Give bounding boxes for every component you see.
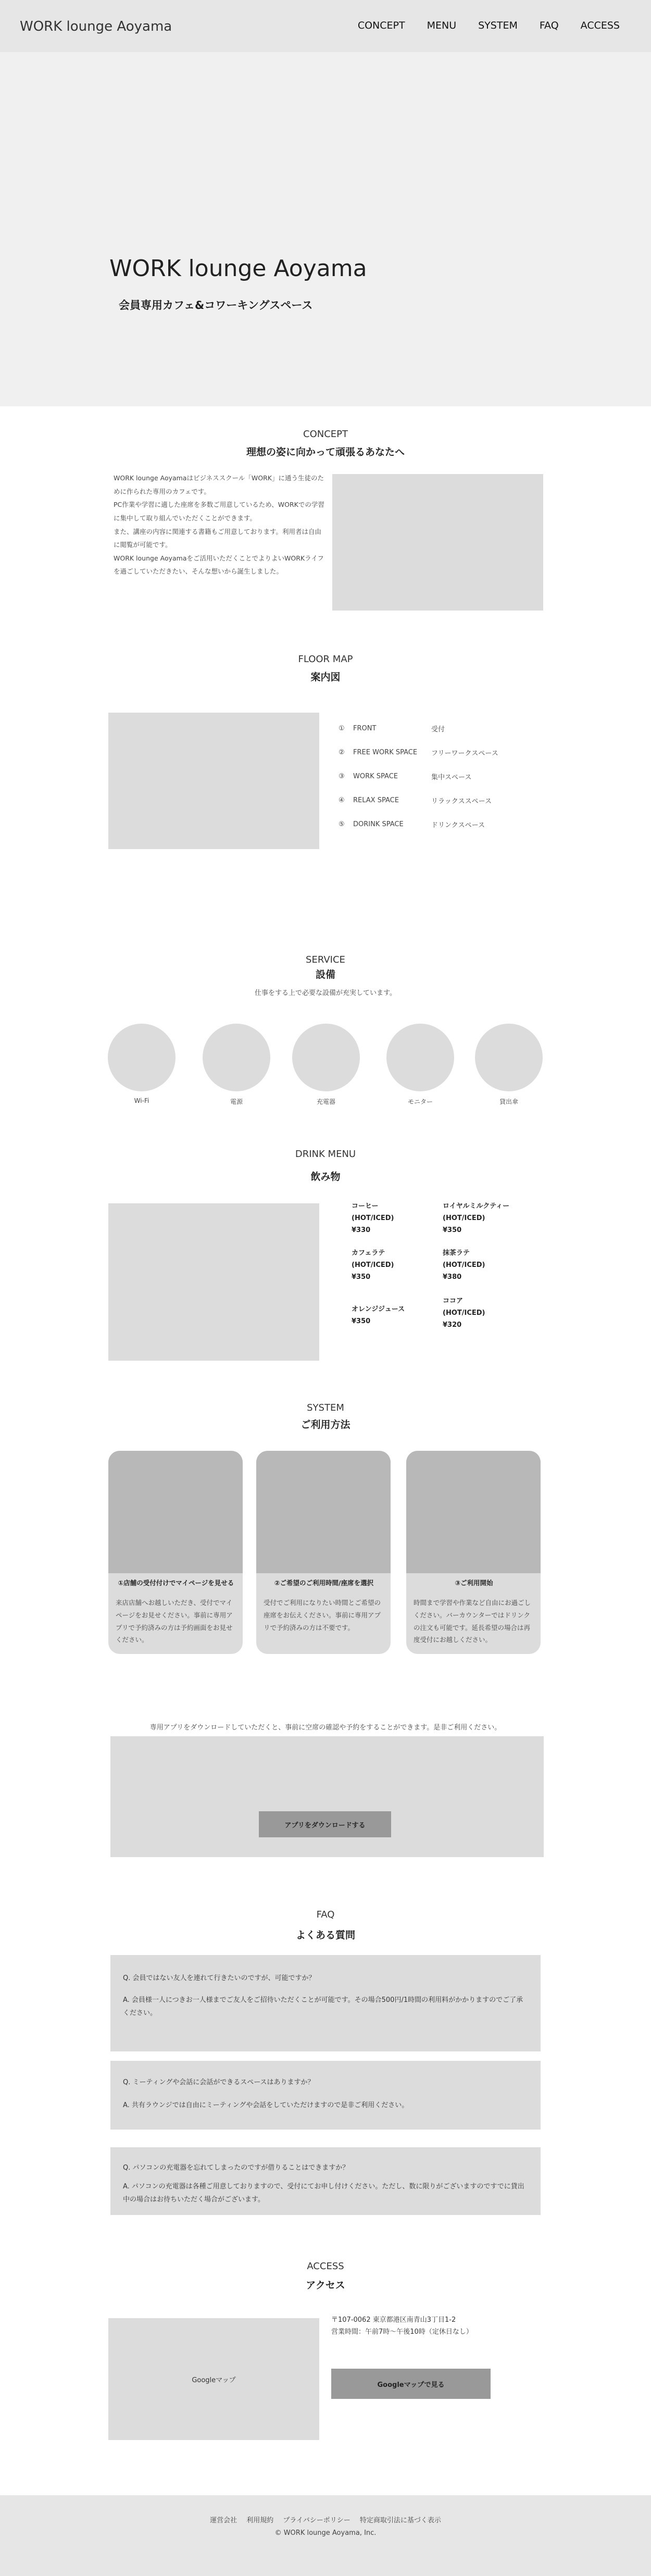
- drink-name: ココア: [443, 1297, 464, 1305]
- floor-item-number: ①: [339, 724, 345, 732]
- floor-item: [339, 764, 505, 788]
- floor-item-ja: フリーワークスペース: [431, 749, 498, 757]
- wifi-icon: [108, 1024, 176, 1091]
- drink-heading-ja: 飲み物: [310, 1171, 341, 1183]
- floor-item: [339, 812, 505, 836]
- drink-price: ¥350: [352, 1317, 371, 1325]
- global-nav: [358, 20, 620, 31]
- floor-item-ja: 集中スペース: [431, 773, 472, 781]
- faq-item[interactable]: [110, 1955, 541, 2051]
- concept-paragraph: WORK lounge Aoyamaをご活用いただくことでよりよいWORKライフを過ごしていただきたい、そんな想いから誕生しました。: [114, 554, 324, 576]
- nav-access[interactable]: ACCESS: [580, 20, 620, 31]
- power-outlet-icon: [203, 1024, 270, 1091]
- drink-name: 抹茶ラテ: [443, 1249, 470, 1257]
- faq-item[interactable]: [110, 2147, 541, 2215]
- footer-link-privacy[interactable]: プライバシーポリシー: [283, 2517, 350, 2524]
- drink-image: [108, 1203, 319, 1361]
- drink-price: ¥350: [443, 1226, 462, 1234]
- drink-type: (HOT/ICED): [352, 1214, 394, 1222]
- drink-item: [443, 1296, 485, 1331]
- system-step-card: [406, 1451, 541, 1654]
- google-map-label: Googleマップ: [192, 2376, 236, 2384]
- faq-answer: A. パソコンの充電器は各種ご用意しておりますので、受付にてお申し付けください。ただし、数に限りがございますのですでに貸出中の場合はお待ちいただく場合がございます。: [123, 2183, 524, 2204]
- faq-question: Q. ミーティングや会話に会話ができるスペースはありますか？: [123, 2079, 315, 2086]
- floor-item-en: DORINK SPACE: [353, 820, 404, 828]
- access-heading-en: ACCESS: [307, 2261, 344, 2272]
- concept-heading-ja: 理想の姿に向かって頑張るあなたへ: [246, 446, 405, 458]
- footer-links: [0, 2515, 651, 2524]
- floor-item: [339, 716, 505, 740]
- concept-paragraph: PC作業や学習に適した座席を多数ご用意しているため、WORKでの学習に集中して取り組んでいただくことができます。: [114, 501, 324, 522]
- drink-item: [443, 1201, 509, 1236]
- floor-item-en: FREE WORK SPACE: [353, 748, 418, 756]
- umbrella-icon: [475, 1024, 543, 1091]
- drink-price: ¥380: [443, 1273, 462, 1281]
- floor-item: [339, 740, 505, 764]
- service-heading-ja: 設備: [315, 969, 335, 980]
- google-map-button[interactable]: Googleマップで見る: [331, 2369, 491, 2399]
- system-heading-ja: ご利用方法: [301, 1419, 350, 1430]
- footer-link-terms[interactable]: 利用規約: [246, 2517, 274, 2524]
- drink-item: [352, 1304, 405, 1328]
- drink-item: [352, 1201, 394, 1236]
- step-title: ②ご希望のご利用時間/座席を選択: [274, 1579, 374, 1587]
- nav-system[interactable]: SYSTEM: [478, 20, 518, 31]
- service-description: 仕事をする上で必要な設備が充実しています。: [255, 989, 396, 997]
- footer-link-company[interactable]: 運営会社: [210, 2517, 237, 2524]
- system-heading-en: SYSTEM: [307, 1402, 344, 1413]
- service-label-monitor: モニター: [407, 1098, 433, 1105]
- step-title: ③ご利用開始: [455, 1579, 493, 1587]
- nav-concept[interactable]: CONCEPT: [357, 20, 405, 31]
- service-heading-en: SERVICE: [306, 954, 345, 965]
- floor-item-number: ③: [339, 772, 345, 780]
- access-info: [331, 2314, 473, 2338]
- floor-item-ja: ドリンクスペース: [431, 821, 485, 829]
- concept-heading-en: CONCEPT: [303, 429, 348, 440]
- concept-image: [332, 474, 543, 611]
- floor-item-en: RELAX SPACE: [353, 796, 399, 804]
- faq-question: Q. パソコンの充電器を忘れてしまったのですが借りることはできますか？: [123, 2164, 349, 2172]
- drink-name: カフェラテ: [352, 1249, 385, 1257]
- drink-item: [443, 1248, 485, 1283]
- step-image: [406, 1451, 541, 1573]
- access-address: 〒107-0062 東京都港区南青山3丁目1-2: [331, 2316, 456, 2324]
- service-label-power: 電源: [230, 1098, 243, 1105]
- floor-map-image: [108, 713, 319, 849]
- monitor-icon: [386, 1024, 454, 1091]
- drink-heading-en: DRINK MENU: [295, 1149, 356, 1160]
- app-download-note: 専用アプリをダウンロードしていただくと、事前に空席の確認や予約をすることができます。是非ご利用ください。: [149, 1724, 502, 1732]
- system-step-card: [256, 1451, 391, 1654]
- hero-title: WORK lounge Aoyama: [109, 255, 367, 282]
- access-hours: 営業時間：午前7時〜午後10時（定休日なし）: [331, 2328, 473, 2336]
- floor-heading-en: FLOOR MAP: [298, 654, 353, 665]
- faq-answer: A. 会員様一人につきお一人様までご友人をご招待いただくことが可能です。その場合500円/1時間の利用料がかかりますのでご了承ください。: [123, 1996, 523, 2017]
- service-label-charger: 充電器: [316, 1098, 335, 1105]
- hero-subtitle: 会員専用カフェ&コワーキングスペース: [119, 299, 313, 312]
- drink-name: オレンジジュース: [352, 1305, 405, 1313]
- faq-heading-en: FAQ: [316, 1909, 335, 1920]
- drink-name: ロイヤルミルクティー: [443, 1202, 510, 1210]
- drink-type: (HOT/ICED): [443, 1261, 485, 1269]
- drink-type: (HOT/ICED): [443, 1309, 485, 1317]
- floor-item-ja: リラックススペース: [431, 797, 492, 805]
- drink-price: ¥320: [443, 1321, 462, 1329]
- concept-text: [114, 471, 327, 578]
- charger-icon: [292, 1024, 360, 1091]
- site-header: [0, 0, 651, 52]
- drink-item: [352, 1248, 394, 1283]
- faq-question: Q. 会員ではない友人を連れて行きたいのですが、可能ですか？: [123, 1974, 316, 1982]
- faq-heading-ja: よくある質問: [295, 1930, 355, 1941]
- access-heading-ja: アクセス: [306, 2280, 345, 2291]
- drink-name: コーヒー: [352, 1202, 379, 1210]
- app-download-button[interactable]: アプリをダウンロードする: [259, 1811, 391, 1837]
- concept-paragraph: また、講座の内容に関連する書籍もご用意しております。利用者は自由に閲覧が可能です。: [114, 527, 322, 549]
- nav-faq[interactable]: FAQ: [539, 20, 559, 31]
- concept-paragraph: WORK lounge Aoyamaはビジネススクール「WORK」に通う生徒のために作られた専用のカフェです。: [114, 474, 324, 495]
- floor-item-number: ②: [339, 748, 345, 756]
- copyright: © WORK lounge Aoyama, Inc.: [274, 2529, 377, 2537]
- service-label-wifi: Wi-Fi: [134, 1097, 149, 1104]
- drink-price: ¥330: [352, 1226, 371, 1234]
- step-description: 来店店舗へお越しいただき、受付でマイページをお見せください。事前に専用アプリで予約済みの方は予約画面をお見せください。: [116, 1599, 233, 1644]
- floor-heading-ja: 案内図: [310, 671, 341, 683]
- floor-item: [339, 788, 505, 812]
- faq-answer: A. 共有ラウンジでは自由にミーティングや会話をしていただけますので是非ご利用ください。: [123, 2101, 409, 2109]
- floor-item-en: FRONT: [353, 724, 377, 732]
- floor-list: [339, 716, 505, 836]
- site-logo[interactable]: WORK lounge Aoyama: [20, 19, 172, 34]
- google-map[interactable]: [108, 2318, 319, 2440]
- drink-type: (HOT/ICED): [443, 1214, 485, 1222]
- step-title: ①店舗の受付付けでマイページを見せる: [118, 1579, 234, 1587]
- step-image: [108, 1451, 243, 1573]
- step-description: 時間まで学習や作業など自由にお過ごしください。バーカウンターではドリンクの注文も可能です。延長希望の場合は再度受付にお越しください。: [414, 1599, 531, 1644]
- system-step-card: [108, 1451, 243, 1654]
- step-description: 受付でご利用になりたい時間とご希望の座席をお伝えください。事前に専用アプリで予約済みの方は不要です。: [264, 1599, 381, 1632]
- floor-item-ja: 受付: [431, 725, 445, 733]
- floor-item-en: WORK SPACE: [353, 772, 398, 780]
- hero-section: [0, 52, 651, 406]
- nav-menu[interactable]: MENU: [427, 20, 457, 31]
- faq-item[interactable]: [110, 2061, 541, 2130]
- footer-link-commerce[interactable]: 特定商取引法に基づく表示: [359, 2517, 441, 2524]
- step-image: [256, 1451, 391, 1573]
- service-label-umbrella: 貸出傘: [499, 1098, 518, 1105]
- drink-type: (HOT/ICED): [352, 1261, 394, 1269]
- floor-item-number: ④: [339, 796, 345, 804]
- app-banner: [110, 1736, 544, 1857]
- drink-price: ¥350: [352, 1273, 371, 1281]
- floor-item-number: ⑤: [339, 820, 345, 828]
